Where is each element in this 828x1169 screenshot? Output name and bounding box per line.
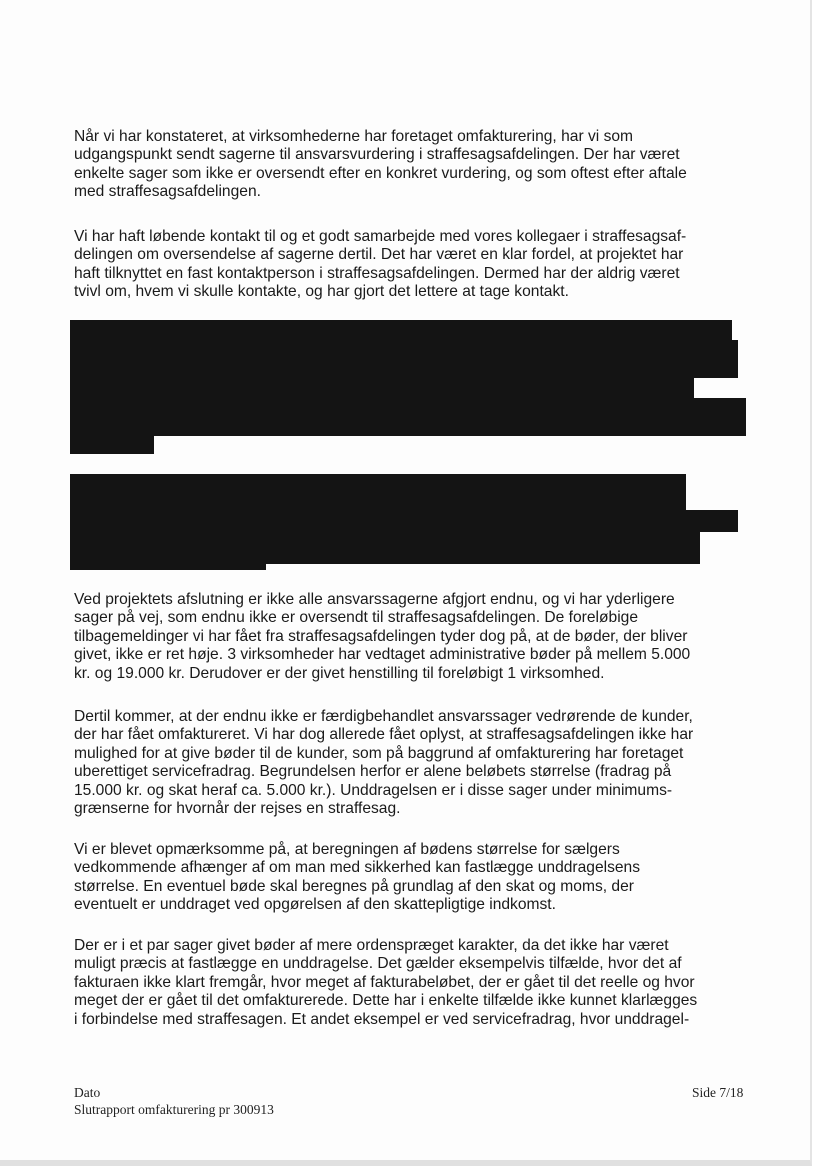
- footer-report-name: Slutrapport omfakturering pr 300913: [74, 1102, 274, 1117]
- redaction-block: [70, 562, 266, 570]
- redaction-block: [70, 340, 738, 378]
- text-line: Når vi har konstateret, at virksomhederne har foretaget omfakturering, har vi som: [74, 128, 634, 145]
- text-line: eventuelt er unddraget ved opgørelsen af den skattepligtige indkomst.: [74, 896, 556, 914]
- text-line: muligt præcis at fastlægge en unddragelse. Det gælder eksempelvis tilfælde, hvor det af: [74, 955, 682, 973]
- text-line: med straffesagsafdelingen.: [74, 183, 261, 201]
- text-line: uberettiget servicefradrag. Begrundelsen herfor er alene beløbets størrelse (fradrag på: [74, 763, 672, 781]
- text-line: i forbindelse med straffesagen. Et andet eksempel er ved servicefradrag, hvor unddragel-: [74, 1010, 690, 1028]
- text-line: størrelse. En eventuel bøde skal beregnes på grundlag af den skat og moms, der: [74, 877, 634, 895]
- text-line: der har fået omfaktureret. Vi har dog allerede fået oplyst, at straffesagsafdelingen ikke har: [74, 726, 694, 744]
- paragraph-5: [74, 841, 754, 915]
- text-line: fakturaen ikke klart fremgår, hvor meget af fakturabeløbet, der er gået til det reelle og hvor: [74, 973, 695, 991]
- text-line: mulighed for at give bøder til de kunder, som på baggrund af omfakturering har foretaget: [74, 744, 684, 762]
- redaction-block: [70, 434, 154, 454]
- footer-left: [74, 1084, 274, 1118]
- text-line: Vi er blevet opmærksomme på, at beregningen af bødens størrelse for sælgers: [74, 841, 620, 858]
- text-line: Dertil kommer, at der endnu ikke er færdigbehandlet ansvarssager vedrørende de kunder,: [74, 708, 693, 725]
- text-line: tvivl om, hvem vi skulle kontakte, og har gjort det lettere at tage kontakt.: [74, 283, 569, 301]
- redaction-block: [70, 398, 746, 436]
- paragraph-1: [74, 128, 754, 202]
- text-line: 15.000 kr. og skat heraf ca. 5.000 kr.). Unddragelsen er i disse sager under minimums-: [74, 781, 673, 799]
- text-line: Ved projektets afslutning er ikke alle ansvarssagerne afgjort endnu, og vi har yderligere: [74, 591, 675, 608]
- text-line: Der er i et par sager givet bøder af mere ordenspræget karakter, da det ikke har været: [74, 937, 669, 954]
- text-line: delingen om oversendelse af sagerne dertil. Det har været en klar fordel, at projektet har: [74, 246, 684, 264]
- text-line: tilbagemeldinger vi har fået fra straffesagsafdelingen tyder dog på, at de bøder, der bliver: [74, 627, 688, 645]
- redaction-block: [70, 320, 732, 342]
- footer-date-label: Dato: [74, 1085, 101, 1100]
- paragraph-4: [74, 708, 754, 818]
- text-line: Vi har haft løbende kontakt til og et godt samarbejde med vores kollegaer i straffesagsaf-: [74, 228, 687, 245]
- text-line: udgangspunkt sendt sagerne til ansvarsvurdering i straffesagsafdelingen. Der har været: [74, 146, 680, 164]
- redaction-block: [70, 530, 700, 564]
- text-line: grænserne for hvornår der rejses en straffesag.: [74, 800, 401, 818]
- text-line: kr. og 19.000 kr. Derudover er der givet henstilling til foreløbigt 1 virksomhed.: [74, 664, 605, 682]
- footer-page-number: Side 7/18: [692, 1085, 744, 1100]
- paragraph-3: [74, 591, 754, 683]
- text-line: givet, ikke er ret høje. 3 virksomheder har vedtaget administrative bøder på mellem 5.000: [74, 646, 691, 664]
- redaction-block: [70, 376, 694, 400]
- paragraph-6: [74, 937, 754, 1029]
- redaction-block: [70, 474, 686, 514]
- text-line: meget der er gået til det omfakturerede. Dette har i enkelte tilfælde ikke kunnet klarlægges: [74, 992, 698, 1010]
- paragraph-2: [74, 228, 754, 302]
- text-line: sager på vej, som endnu ikke er oversendt til straffesagsafdelingen. De foreløbige: [74, 609, 639, 627]
- text-line: vedkommende afhænger af om man med sikkerhed kan fastlægge unddragelsens: [74, 859, 641, 877]
- text-line: haft tilknyttet en fast kontaktperson i straffesagsafdelingen. Dermed har der aldrig været: [74, 264, 680, 282]
- text-line: enkelte sager som ikke er oversendt efter en konkret vurdering, og som oftest efter aftale: [74, 164, 687, 182]
- redaction-block: [70, 510, 738, 532]
